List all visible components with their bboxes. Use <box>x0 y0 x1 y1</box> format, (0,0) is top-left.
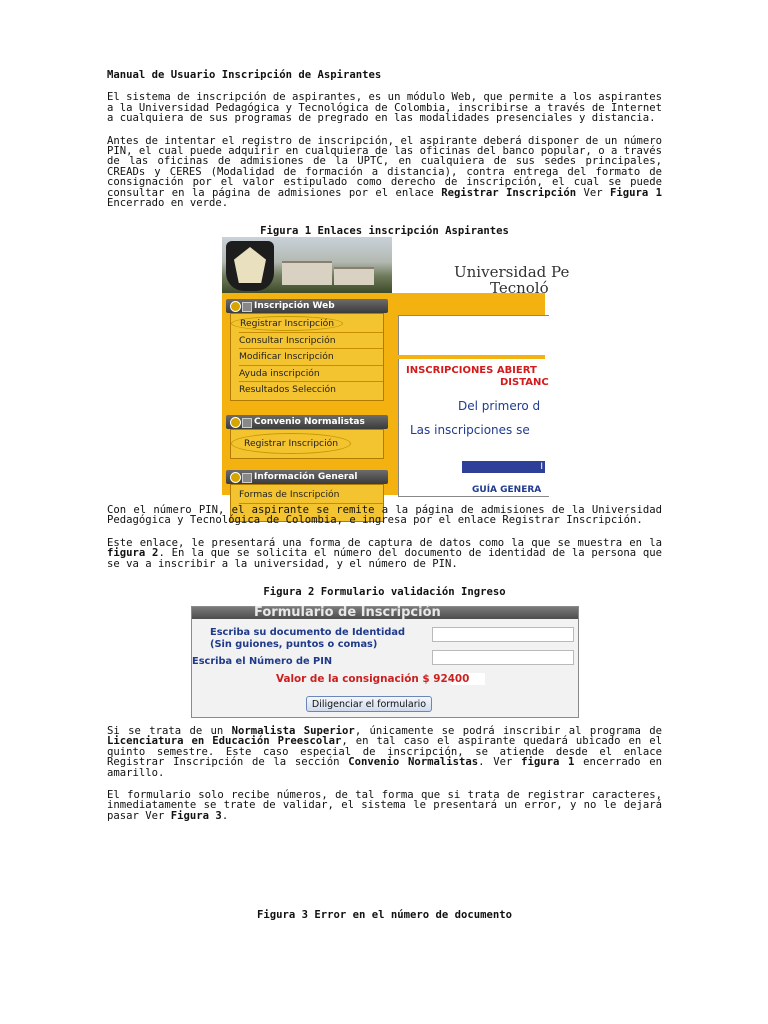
figure-3-caption-wrap <box>107 910 662 920</box>
figure-2-form <box>191 606 579 718</box>
bold-run: Normalista Superior <box>231 725 355 737</box>
menu-header-convenio <box>226 415 388 429</box>
bold-run: figura 2 <box>107 547 159 560</box>
pin-label: Escriba el Número de PIN <box>192 656 333 667</box>
university-name-line2: Tecnoló <box>490 279 549 297</box>
text-run: Ver <box>576 186 610 199</box>
text-run: Si se trata de un <box>107 725 232 737</box>
text-run: . <box>221 809 229 822</box>
menu-box-web <box>230 313 384 401</box>
bold-run: figura 1 <box>521 756 575 769</box>
square-icon <box>242 473 252 483</box>
document-id-input[interactable] <box>432 627 574 642</box>
bold-run: Licenciatura en Educación Preescolar <box>107 735 342 748</box>
doc-label-2: (Sin guiones, puntos o comas) <box>210 639 378 650</box>
bar-label: I <box>540 462 543 472</box>
figure-1-caption-wrap <box>107 226 662 236</box>
content-bar <box>462 461 545 473</box>
doc-label-1: Escriba su documento de Identidad <box>210 627 405 638</box>
text-run: Este enlace, le presentará una forma de captura de datos como la que se muestra en la <box>107 536 662 549</box>
menu-item-registrar[interactable] <box>239 316 383 333</box>
notice-line-1: INSCRIPCIONES ABIERT <box>406 365 537 376</box>
sidebar-menu <box>226 299 388 522</box>
figure-2-caption-wrap <box>107 587 662 597</box>
bold-run: Figura 1 <box>610 186 663 199</box>
document-body <box>107 70 662 208</box>
square-icon <box>242 418 252 428</box>
paragraph-normalista <box>107 726 662 778</box>
bullet-icon <box>230 472 241 483</box>
document-title: Manual de Usuario Inscripción de Aspirantes <box>107 69 382 81</box>
menu-header-label: Inscripción Web <box>254 301 335 311</box>
bold-run: Convenio Normalistas <box>348 756 479 769</box>
menu-item-label: Registrar Inscripción <box>231 433 351 454</box>
guide-link[interactable]: GUÍA GENERA <box>472 485 542 495</box>
paragraph-pin <box>107 136 662 209</box>
form-header: Formulario de Inscripción <box>192 607 578 619</box>
paragraph-intro: El sistema de inscripción de aspirantes, es un módulo Web, que permite a los aspirantes a la Universidad Pedagógica y Tecnológica de Colombia, inscribirse a través de Internet a cualquiera de sus programas de pregrado en las modalidades presenciales y distancia. <box>107 91 662 125</box>
menu-item-consultar[interactable]: Consultar Inscripción <box>239 333 383 350</box>
text-run: El formulario solo recibe números, de tal forma que si trata de registrar caracteres, inmediatamente se trate de validar, el sistema le presentará un error, y no le dejará pasar Ver <box>107 789 662 822</box>
text-run: . Ver <box>478 756 522 769</box>
menu-item-modificar[interactable]: Modificar Inscripción <box>239 349 383 366</box>
bold-run: Registrar Inscripción <box>441 186 577 199</box>
notice-line-2: DISTANC <box>500 377 549 388</box>
university-name-line1: Universidad Pe <box>454 263 570 281</box>
content-line-1: Del primero d <box>458 399 541 413</box>
content-line-2: Las inscripciones se <box>410 423 530 437</box>
menu-item-registrar-normalista[interactable] <box>239 432 383 456</box>
banner <box>222 237 570 297</box>
consignacion-label: Valor de la consignación $ 92400 <box>276 673 470 685</box>
content-divider <box>398 355 545 359</box>
pin-input[interactable] <box>432 650 574 665</box>
paragraph-block-2 <box>107 505 662 569</box>
menu-box-convenio <box>230 429 384 459</box>
menu-header-informacion <box>226 470 388 484</box>
menu-header-inscripcion-web <box>226 299 388 313</box>
bullet-icon <box>230 301 241 312</box>
square-icon <box>242 302 252 312</box>
text-run: , en tal caso el aspirante quedará ubicado en el quinto semestre. Este caso especial de inscripción, se atiende desde el enlace Registrar Inscripción de la sección <box>107 735 662 769</box>
figure-3-caption: Figura 3 Error en el número de documento <box>256 909 513 921</box>
text-run: . En la que se solicita el número del documento de identidad de la persona que se va a inscribir a la universidad, y el número de PIN. <box>107 547 662 570</box>
figure-2-caption: Figura 2 Formulario validación Ingreso <box>263 586 506 598</box>
menu-item-formas[interactable]: Formas de Inscripción <box>239 487 383 504</box>
bold-run: Figura 3 <box>170 809 222 822</box>
figure-1-screenshot <box>222 237 570 500</box>
menu-header-label: Convenio Normalistas <box>254 416 365 427</box>
text-run: encerrado en amarillo. <box>107 756 662 779</box>
menu-header-label: Información General <box>254 471 358 482</box>
bullet-icon <box>230 417 241 428</box>
paragraph-admisiones: Con el número PIN, el aspirante se remite a la página de admisiones de la Universidad Pedagógica y Tecnológica de Colombia, e ingresa por el enlace Registrar Inscripción. <box>107 504 662 527</box>
menu-item-ayuda[interactable]: Ayuda inscripción <box>239 366 383 383</box>
paragraph-error <box>107 790 662 821</box>
text-run: , únicamente se podrá inscribir al programa de <box>354 725 662 737</box>
figure-1-caption: Figura 1 Enlaces inscripción Aspirantes <box>260 225 509 237</box>
paragraph-forma <box>107 538 662 569</box>
menu-item-resultados[interactable]: Resultados Selección <box>239 384 336 396</box>
diligenciar-button[interactable]: Diligenciar el formulario <box>306 696 432 712</box>
university-crest-icon <box>226 241 274 291</box>
paragraph-block-3 <box>107 726 662 821</box>
text-run: Antes de intentar el registro de inscripción, el aspirante deberá disponer de un número PIN, el cual puede adquirir en cualquiera de las oficinas del banco popular, o a través de las oficinas de admisiones de la UPTC, en cualquiera de sus sedes principales, CREADs y CERES (Modalidad de formación a distancia), contra entrega del formato de consignación por el valor estipulado como derecho de inscripción, el cual se puede consultar en la página de admisiones por el enlace <box>107 134 662 199</box>
menu-item-label: Registrar Inscripción <box>231 316 343 331</box>
text-run: Encerrado en verde. <box>107 197 229 210</box>
